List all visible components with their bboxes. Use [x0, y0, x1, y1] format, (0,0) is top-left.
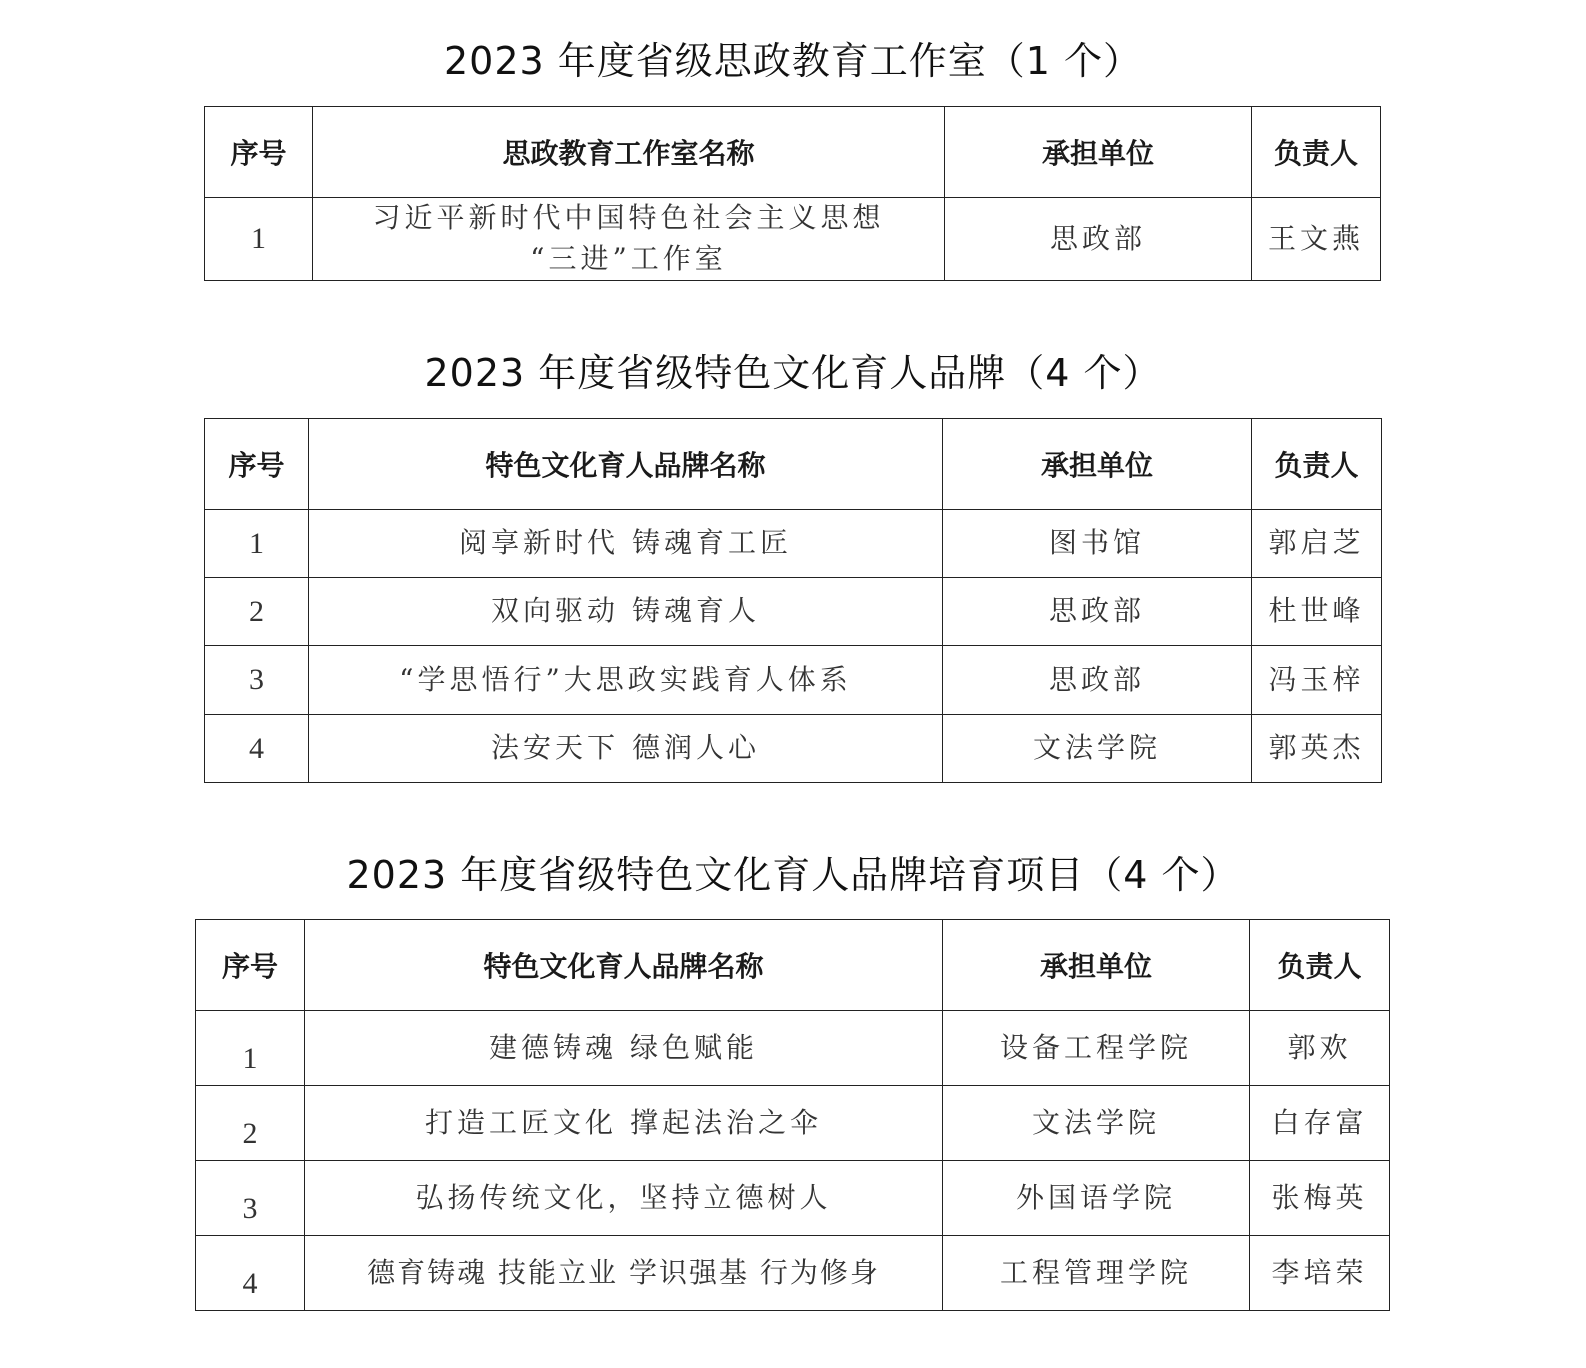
row-leader: 郭英杰: [1252, 715, 1382, 783]
section-2-title: 2023 年度省级特色文化育人品牌（4 个）: [424, 351, 1162, 395]
row-unit: 思政部: [945, 198, 1252, 281]
row-no: 1: [205, 198, 313, 281]
row-no: 3: [205, 646, 309, 715]
row-name: [313, 198, 945, 281]
header-leader: 负责人: [1252, 107, 1381, 198]
row-leader: 李培荣: [1250, 1236, 1390, 1311]
row-unit: 设备工程学院: [943, 1011, 1250, 1086]
header-no: 序号: [196, 920, 305, 1011]
header-no: 序号: [205, 107, 313, 198]
row-no: 3: [196, 1161, 305, 1236]
table-row: [205, 578, 1382, 646]
row-name: 双向驱动 铸魂育人: [309, 578, 943, 646]
cultivation-table: [195, 919, 1390, 1311]
row-no: 2: [205, 578, 309, 646]
brand-table: [204, 418, 1382, 783]
header-name: 特色文化育人品牌名称: [305, 920, 943, 1011]
table-header-row: [205, 419, 1382, 510]
section-1-title: 2023 年度省级思政教育工作室（1 个）: [443, 39, 1143, 83]
row-unit: 图书馆: [943, 510, 1252, 578]
studio-table: [204, 106, 1381, 281]
section-3-title: 2023 年度省级特色文化育人品牌培育项目（4 个）: [346, 853, 1240, 897]
row-unit: 思政部: [943, 578, 1252, 646]
table-row: [205, 715, 1382, 783]
row-no: 4: [205, 715, 309, 783]
row-name: 阅享新时代 铸魂育工匠: [309, 510, 943, 578]
row-name-line-2: “三进”工作室: [530, 242, 727, 275]
table-row: [196, 1236, 1390, 1311]
row-no: 1: [196, 1011, 305, 1086]
row-leader: 王文燕: [1252, 198, 1381, 281]
row-leader: 郭欢: [1250, 1011, 1390, 1086]
table-row: [196, 1011, 1390, 1086]
header-unit: 承担单位: [943, 920, 1250, 1011]
row-name: 法安天下 德润人心: [309, 715, 943, 783]
header-unit: 承担单位: [945, 107, 1252, 198]
header-leader: 负责人: [1250, 920, 1390, 1011]
row-no: 4: [196, 1236, 305, 1311]
header-name: 特色文化育人品牌名称: [309, 419, 943, 510]
table-row: [205, 198, 1381, 281]
header-name: 思政教育工作室名称: [313, 107, 945, 198]
row-name: 打造工匠文化 撑起法治之伞: [305, 1086, 943, 1161]
row-name: 德育铸魂 技能立业 学识强基 行为修身: [305, 1236, 943, 1311]
row-name-line-1: 习近平新时代中国特色社会主义思想: [372, 201, 885, 235]
row-unit: 思政部: [943, 646, 1252, 715]
header-no: 序号: [205, 419, 309, 510]
row-leader: 张梅英: [1250, 1161, 1390, 1236]
row-leader: 白存富: [1250, 1086, 1390, 1161]
header-leader: 负责人: [1252, 419, 1382, 510]
table-row: [196, 1161, 1390, 1236]
row-unit: 工程管理学院: [943, 1236, 1250, 1311]
row-unit: 文法学院: [943, 1086, 1250, 1161]
row-no: 2: [196, 1086, 305, 1161]
row-leader: 杜世峰: [1252, 578, 1382, 646]
table-row: [205, 646, 1382, 715]
row-name: “学思悟行”大思政实践育人体系: [309, 646, 943, 715]
row-leader: 郭启芝: [1252, 510, 1382, 578]
row-unit: 外国语学院: [943, 1161, 1250, 1236]
row-unit: 文法学院: [943, 715, 1252, 783]
header-unit: 承担单位: [943, 419, 1252, 510]
row-name: 弘扬传统文化，坚持立德树人: [305, 1161, 943, 1236]
row-no: 1: [205, 510, 309, 578]
table-row: [205, 510, 1382, 578]
row-leader: 冯玉梓: [1252, 646, 1382, 715]
table-header-row: [196, 920, 1390, 1011]
table-header-row: [205, 107, 1381, 198]
row-name: 建德铸魂 绿色赋能: [305, 1011, 943, 1086]
table-row: [196, 1086, 1390, 1161]
